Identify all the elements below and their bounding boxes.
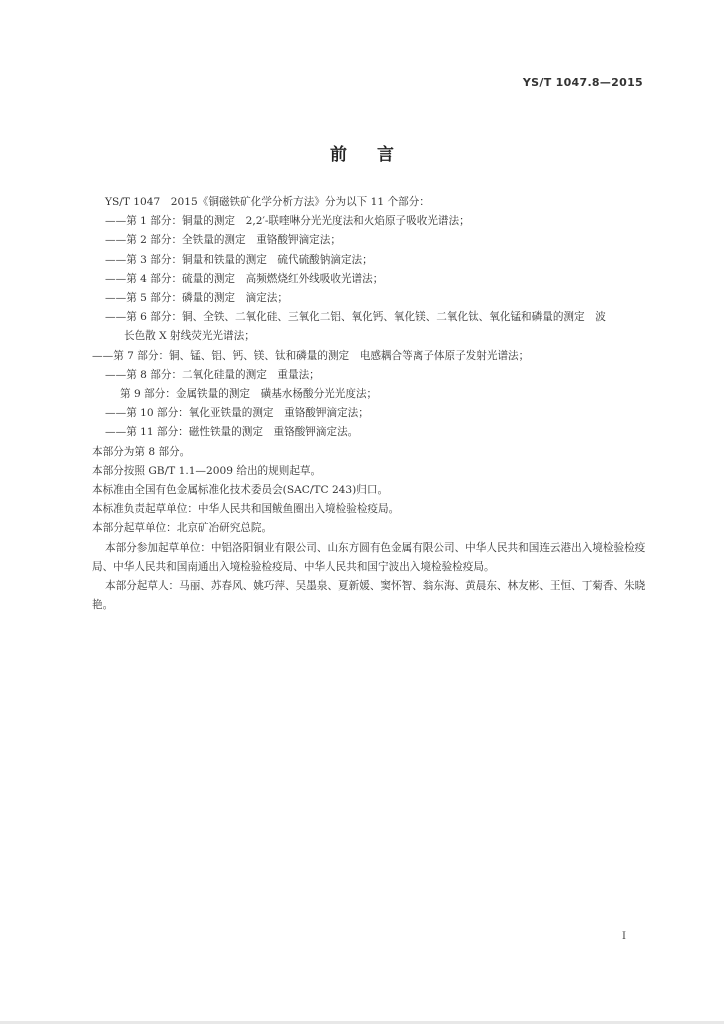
part-item-2: ——第 2 部分：全铁量的测定 重铬酸钾滴定法；: [105, 234, 341, 247]
part-item-1: ——第 1 部分：铜量的测定 2,2′-联喹啉分光光度法和火焰原子吸收光谱法；: [105, 215, 470, 228]
part-item-11: ——第 11 部分：磁性铁量的测定 重铬酸钾滴定法。: [105, 426, 359, 439]
intro-line: YS/T 1047 2015《铜磁铁矿化学分析方法》分为以下 11 个部分：: [105, 196, 430, 208]
part-item-3: ——第 3 部分：铜量和铁量的测定 硫代硫酸钠滴定法；: [105, 253, 373, 266]
part-item-5: ——第 5 部分：磷量的测定 滴定法；: [105, 292, 288, 305]
page-title: 前言: [330, 145, 424, 165]
paragraph-drafting-rules: 本部分按照 GB/T 1.1—2009 给出的规则起草。: [92, 464, 322, 477]
paragraph-drafters: 本部分起草人：马丽、苏春风、姚巧萍、吴墨泉、夏新媛、窦怀智、翁东海、黄晨东、林友彬、王恒、丁菊香、朱晓艳。: [92, 580, 646, 612]
standard-number: YS/T 1047.8—2015: [522, 76, 643, 89]
paragraph-technical-committee: 本标准由全国有色金属标准化技术委员会(SAC/TC 243)归口。: [92, 484, 389, 497]
part-item-10: ——第 10 部分：氧化亚铁量的测定 重铬酸钾滴定法；: [105, 407, 369, 420]
part-item-7: ——第 7 部分：铜、锰、铝、钙、镁、钛和磷量的测定 电感耦合等离子体原子发射光谱法；: [92, 349, 530, 362]
part-item-6-continued: 长色散 X 射线荧光光谱法；: [124, 330, 255, 343]
paragraph-responsible-unit: 本标准负责起草单位：中华人民共和国鲅鱼圈出入境检验检疫局。: [92, 503, 400, 516]
paragraph-drafting-unit: 本部分起草单位：北京矿冶研究总院。: [92, 522, 273, 535]
part-item-8: ——第 8 部分：二氧化硅量的测定 重量法；: [105, 368, 320, 381]
foreword-body: [92, 193, 652, 615]
part-item-6: ——第 6 部分：铜、全铁、二氧化硅、三氧化二铝、氧化钙、氧化镁、二氧化钛、氧化锰和磷量的测定 波: [105, 311, 606, 324]
page-number: I: [622, 931, 626, 942]
paragraph-participating-units: 本部分参加起草单位：中铝洛阳铜业有限公司、山东方圆有色金属有限公司、中华人民共和国连云港出入境检验检疫局、中华人民共和国南通出入境检验检疫局、中华人民共和国宁波出入境检验检疫局。: [92, 541, 646, 573]
part-item-9: 第 9 部分：金属铁量的测定 磺基水杨酸分光光度法；: [120, 388, 378, 401]
paragraph-part-number: 本部分为第 8 部分。: [92, 445, 191, 458]
part-item-4: ——第 4 部分：硫量的测定 高频燃烧红外线吸收光谱法；: [105, 272, 384, 285]
